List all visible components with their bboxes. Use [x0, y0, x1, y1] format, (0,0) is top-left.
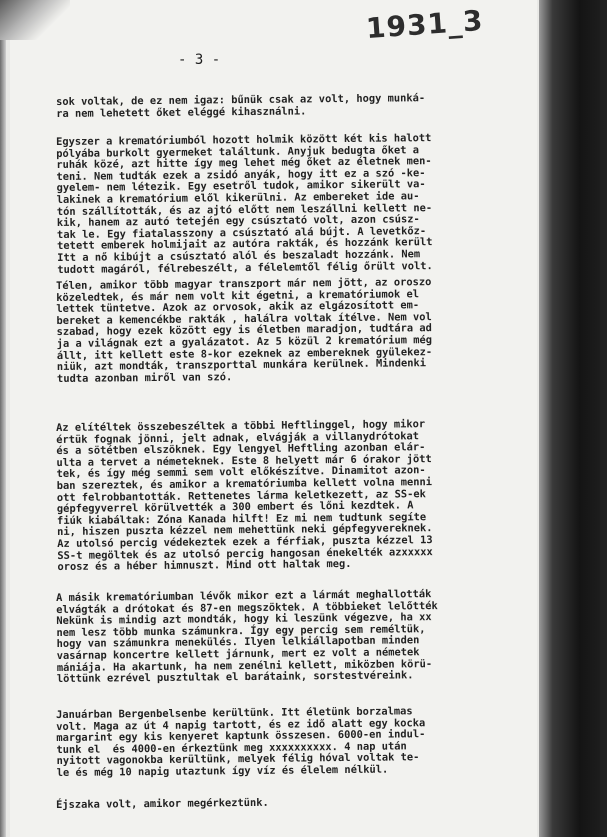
text-line: Az utolsó percig védekeztek ezek a férfiak, puszta kézzel 13	[57, 534, 433, 550]
text-line: vasárnap koncertre kellett járnunk, mert ez volt a németek	[56, 646, 420, 662]
text-line: ruhák közé, azt hitte így meg lehet még őket az életnek men-	[56, 155, 432, 172]
text-line: tetett emberek holmijait az autóra rakták, és hozzánk került	[57, 236, 433, 253]
handwritten-reference-number: 1931_3	[364, 3, 485, 46]
text-line: orosz és a héber himnuszt. Mind ott haltak meg.	[57, 558, 352, 574]
text-line: tek, és így még semmi sem volt előkészítve. Dinamitot azon-	[56, 464, 426, 481]
text-line: lakinek a krematórium elől kikerülni. Az embereket ide au-	[56, 190, 420, 206]
text-line: ra nem lehetett őket eléggé kihasználni.	[56, 104, 307, 120]
text-line: mániája. Ha akartunk, ha nem zenélni kellett, miközben körü-	[56, 657, 433, 674]
scan-shadow-right	[539, 0, 607, 837]
text-line: tudta azonban miről van szó.	[56, 370, 233, 385]
text-line: niük, azt mondták, transzporttal munkára kerülnek. Mindenki	[56, 357, 427, 374]
text-line: értük fognak jönni, jelt adnak, elvágják a villanydrótokat	[56, 429, 420, 446]
paragraph-5	[56, 588, 495, 685]
text-line: tudott magáról, félrebeszélt, a félelemtől félig őrült volt.	[57, 259, 433, 276]
text-line: tunk el és 4000-en érkeztünk meg xxxxxxxxxx. 4 nap után	[56, 740, 407, 756]
text-line: löttünk ezrével pusztultak el barátaink, sorstestvéreink.	[56, 669, 414, 686]
text-line: és a sötétben elszöknek. Egy lengyel Heftling azonban elár-	[56, 441, 426, 458]
text-line: gépfegyverrel körülvették a 300 embert és lőni kezdtek. A	[56, 499, 414, 516]
text-line: Egyszer a krematóriumból hozott holmik között két kis halott	[55, 132, 432, 148]
text-line: ulta a tervet a németeknek. Este 8 helyett már 6 órakor jött	[56, 452, 432, 469]
text-line: szabad, hogy ezek között egy is életben maradjon, tudtára ad	[56, 322, 432, 339]
text-line: nyitott vagonokba kerültünk, melyek félig hóval voltak te-	[56, 751, 420, 768]
text-line: pólyába burkolt gyermeket találtunk. Anyjuk bedugta őket a	[56, 143, 420, 160]
text-line: lettek tüntetve. Azok az orvosok, akik az elgázosított em-	[56, 299, 420, 316]
text-line: Éjszaka volt, amikor megérkeztünk.	[55, 796, 269, 811]
text-line: volt. Maga az út 4 napig tartott, és ez idő alatt egy kocka	[56, 716, 426, 733]
text-line: ni, hiszen puszta kézzel nem mehettünk neki gépfegyvereknek.	[57, 522, 433, 539]
text-line: ott felrobbantották. Rettenetes lárma keletkezett, az SS-ek	[56, 487, 426, 504]
text-line: Januárban Bergenbelsenbe kerültünk. Itt életünk borzalmas	[55, 705, 413, 721]
text-line: tón szállították, és az ajtó előtt nem leszállni kellett ne-	[56, 201, 433, 218]
text-line: fiúk kiabáltak: Zóna Kanada hilft! Ez mi nem tudtunk segíte	[56, 510, 427, 527]
page-number: - 3 -	[178, 52, 221, 68]
text-line: hogy van számunkra menekülés. Ilyen lelkiállapotban minden	[56, 634, 420, 651]
text-line: sok voltak, de ez nem igaz: bűnük csak az volt, hogy munká-	[55, 92, 426, 108]
scan-shadow-corner	[0, 0, 70, 40]
text-line: gyelem- nem létezik. Egy esetről tudok, amikor sikerült va-	[56, 178, 426, 195]
paragraph-1	[56, 92, 494, 120]
paragraph-6	[56, 705, 495, 779]
text-line: Itt a nő kibújt a csúsztató alól és beszaladt hozzánk. Nem	[57, 248, 421, 264]
text-line: állt, itt kellett este 8-kor ezeknek az embereknek gyülekez-	[56, 345, 433, 362]
text-line: teni. Nem tudták ezek a zsidó anyák, hogy itt ez a szó -ke-	[56, 166, 426, 183]
text-line: közeledtek, és már nem volt kit égetni, a krematóriumok el	[56, 287, 420, 304]
scan-shadow-left	[0, 0, 6, 837]
text-line: bereket a kemencékbe rakták , halálra voltak ítélve. Nem vol	[56, 310, 432, 327]
paragraph-2	[56, 132, 495, 276]
text-line: Az elítéltek összebeszéltek a többi Heftlinggel, hogy mikor	[55, 418, 426, 434]
text-line: margarint egy kis kenyeret kaptunk összesen. 6000-en indul-	[56, 728, 426, 745]
text-line: tak le. Egy fiatalasszony a csúsztató alá bújt. A levetkőz-	[56, 224, 427, 241]
text-line: kik, hanem az autó tetején egy csúsztató volt, azon csúsz-	[56, 213, 420, 230]
text-line: elvágták a drótokat és 87-en megszöktek. A többieket lelőtték	[56, 599, 438, 616]
text-line: nem lesz több munka számunkra. Így egy percig sem reméltük,	[56, 622, 426, 639]
paragraph-3	[56, 276, 495, 385]
text-line: A másik krematóriumban lévők mikor ezt a lármát meghallották	[55, 588, 432, 604]
paragraph-4	[56, 418, 496, 573]
text-line: Télen, amikor több magyar transzport már nem jött, az oroszo	[55, 276, 432, 292]
text-line: ja a világnak ezt a gyalázatot. Az 5 közül 2 krematórium még	[56, 334, 433, 350]
text-line: SS-t megöltek és az utolsó percig hangosan énekelték azxxxxx	[57, 545, 433, 562]
text-line: Nekünk is mindig azt mondták, hogy ki leszünk végezve, ha xx	[56, 611, 432, 628]
text-line: ban szereztek, és amikor a krematóriumba kellett volna menni	[56, 476, 433, 492]
text-line: le és még 10 napig utaztunk így víz és élelem nélkül.	[56, 763, 389, 779]
